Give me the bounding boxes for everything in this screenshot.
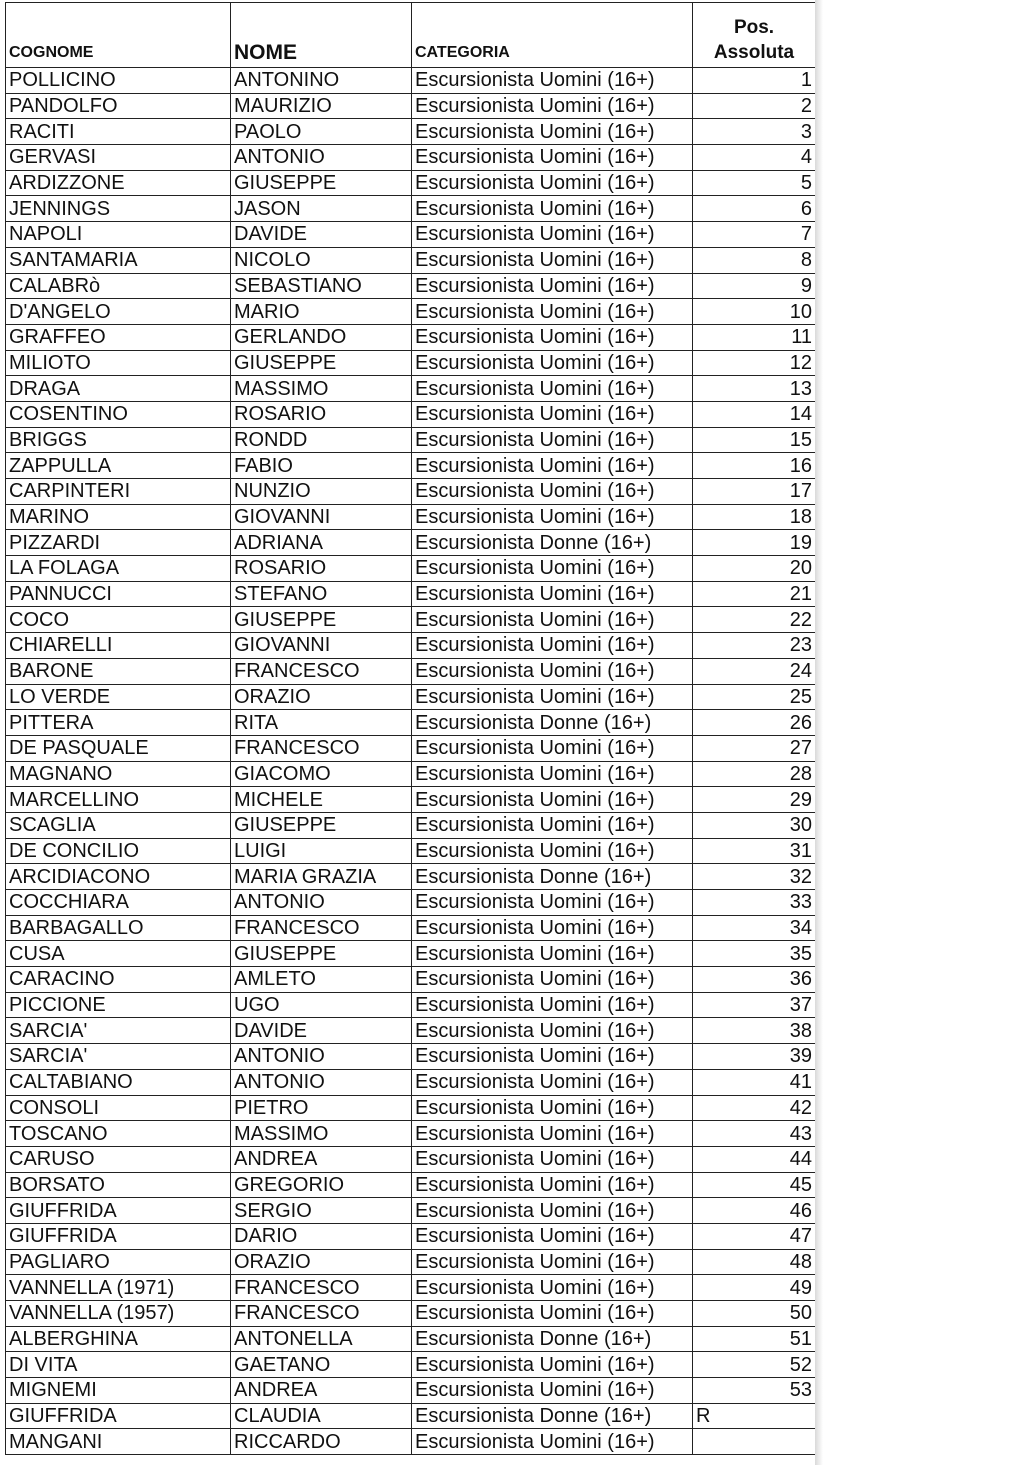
pos-assoluta-cell: 29 [693, 787, 816, 813]
header-categoria: CATEGORIA [412, 3, 693, 68]
categoria-cell: Escursionista Uomini (16+) [412, 93, 693, 119]
table-row [6, 1121, 816, 1147]
pos-assoluta-cell: 18 [693, 504, 816, 530]
pos-assoluta-cell: 34 [693, 915, 816, 941]
pos-assoluta-cell: 46 [693, 1198, 816, 1224]
categoria-cell: Escursionista Uomini (16+) [412, 1352, 693, 1378]
cognome-cell: DE CONCILIO [6, 838, 231, 864]
cognome-cell: SCAGLIA [6, 812, 231, 838]
cognome-cell: VANNELLA (1957) [6, 1301, 231, 1327]
nome-cell: MAURIZIO [231, 93, 412, 119]
table-row [6, 504, 816, 530]
nome-cell: FRANCESCO [231, 658, 412, 684]
pos-assoluta-cell: 15 [693, 427, 816, 453]
table-row [6, 1172, 816, 1198]
pos-assoluta-cell: 37 [693, 992, 816, 1018]
nome-cell: GIUSEPPE [231, 350, 412, 376]
categoria-cell: Escursionista Uomini (16+) [412, 1378, 693, 1404]
categoria-cell: Escursionista Uomini (16+) [412, 838, 693, 864]
categoria-cell: Escursionista Uomini (16+) [412, 787, 693, 813]
pos-assoluta-cell: 6 [693, 196, 816, 222]
categoria-cell: Escursionista Uomini (16+) [412, 941, 693, 967]
table-row [6, 68, 816, 94]
categoria-cell: Escursionista Uomini (16+) [412, 761, 693, 787]
table-row [6, 1198, 816, 1224]
nome-cell: ANTONIO [231, 1069, 412, 1095]
pos-assoluta-cell: 27 [693, 735, 816, 761]
pos-assoluta-cell: 47 [693, 1223, 816, 1249]
table-row [6, 324, 816, 350]
nome-cell: ANTONIO [231, 890, 412, 916]
categoria-cell: Escursionista Uomini (16+) [412, 376, 693, 402]
categoria-cell: Escursionista Uomini (16+) [412, 1198, 693, 1224]
table-row [6, 581, 816, 607]
cognome-cell: BARBAGALLO [6, 915, 231, 941]
pos-assoluta-cell: 23 [693, 633, 816, 659]
cognome-cell: CALABRò [6, 273, 231, 299]
header-pos-line1: Pos. [733, 17, 775, 38]
cognome-cell: TOSCANO [6, 1121, 231, 1147]
nome-cell: FRANCESCO [231, 915, 412, 941]
cognome-cell: ARDIZZONE [6, 170, 231, 196]
table-row [6, 658, 816, 684]
nome-cell: MARIA GRAZIA [231, 864, 412, 890]
nome-cell: NICOLO [231, 247, 412, 273]
cognome-cell: SARCIA' [6, 1018, 231, 1044]
cognome-cell: JENNINGS [6, 196, 231, 222]
pos-assoluta-cell: 50 [693, 1301, 816, 1327]
cognome-cell: PANNUCCI [6, 581, 231, 607]
pos-assoluta-cell: 28 [693, 761, 816, 787]
categoria-cell: Escursionista Donne (16+) [412, 1326, 693, 1352]
table-row [6, 1223, 816, 1249]
table-row [6, 222, 816, 248]
cognome-cell: COCCHIARA [6, 890, 231, 916]
table-row [6, 1069, 816, 1095]
categoria-cell: Escursionista Donne (16+) [412, 1403, 693, 1429]
nome-cell: CLAUDIA [231, 1403, 412, 1429]
cognome-cell: COCO [6, 607, 231, 633]
table-row [6, 607, 816, 633]
nome-cell: MASSIMO [231, 1121, 412, 1147]
pos-assoluta-cell: 1 [693, 68, 816, 94]
cognome-cell: GERVASI [6, 145, 231, 171]
cognome-cell: SARCIA' [6, 1044, 231, 1070]
pos-assoluta-cell: 11 [693, 324, 816, 350]
pos-assoluta-cell: 33 [693, 890, 816, 916]
cognome-cell: GIUFFRIDA [6, 1223, 231, 1249]
categoria-cell: Escursionista Uomini (16+) [412, 1146, 693, 1172]
cognome-cell: ZAPPULLA [6, 453, 231, 479]
nome-cell: MICHELE [231, 787, 412, 813]
pos-assoluta-cell: 21 [693, 581, 816, 607]
nome-cell: PIETRO [231, 1095, 412, 1121]
table-row [6, 556, 816, 582]
table-row [6, 915, 816, 941]
categoria-cell: Escursionista Uomini (16+) [412, 68, 693, 94]
nome-cell: ANTONIO [231, 145, 412, 171]
table-row [6, 1429, 816, 1455]
nome-cell: GIUSEPPE [231, 170, 412, 196]
pos-assoluta-cell: 25 [693, 684, 816, 710]
categoria-cell: Escursionista Uomini (16+) [412, 812, 693, 838]
pos-assoluta-cell: 42 [693, 1095, 816, 1121]
cognome-cell: MARCELLINO [6, 787, 231, 813]
categoria-cell: Escursionista Uomini (16+) [412, 427, 693, 453]
cognome-cell: D'ANGELO [6, 299, 231, 325]
categoria-cell: Escursionista Uomini (16+) [412, 170, 693, 196]
pos-assoluta-cell: 13 [693, 376, 816, 402]
nome-cell: FRANCESCO [231, 1275, 412, 1301]
nome-cell: NUNZIO [231, 479, 412, 505]
table-row [6, 710, 816, 736]
table-row [6, 941, 816, 967]
nome-cell: GERLANDO [231, 324, 412, 350]
categoria-cell: Escursionista Uomini (16+) [412, 1018, 693, 1044]
header-pos-line2: Assoluta [713, 42, 795, 63]
nome-cell: GIOVANNI [231, 504, 412, 530]
categoria-cell: Escursionista Uomini (16+) [412, 350, 693, 376]
nome-cell: ROSARIO [231, 556, 412, 582]
categoria-cell: Escursionista Uomini (16+) [412, 967, 693, 993]
cognome-cell: DRAGA [6, 376, 231, 402]
cognome-cell: MANGANI [6, 1429, 231, 1455]
table-row [6, 684, 816, 710]
pos-assoluta-cell: 44 [693, 1146, 816, 1172]
cognome-cell: VANNELLA (1971) [6, 1275, 231, 1301]
cognome-cell: NAPOLI [6, 222, 231, 248]
scan-edge-shadow [815, 0, 823, 1465]
table-row [6, 1378, 816, 1404]
nome-cell: GIUSEPPE [231, 812, 412, 838]
pos-assoluta-cell: 30 [693, 812, 816, 838]
cognome-cell: SANTAMARIA [6, 247, 231, 273]
categoria-cell: Escursionista Uomini (16+) [412, 401, 693, 427]
nome-cell: JASON [231, 196, 412, 222]
categoria-cell: Escursionista Uomini (16+) [412, 324, 693, 350]
pos-assoluta-cell: 22 [693, 607, 816, 633]
nome-cell: GIUSEPPE [231, 941, 412, 967]
cognome-cell: GIUFFRIDA [6, 1403, 231, 1429]
nome-cell: ANTONINO [231, 68, 412, 94]
table-row [6, 890, 816, 916]
cognome-cell: GIUFFRIDA [6, 1198, 231, 1224]
pos-assoluta-cell: 45 [693, 1172, 816, 1198]
pos-assoluta-cell: 19 [693, 530, 816, 556]
categoria-cell: Escursionista Uomini (16+) [412, 504, 693, 530]
categoria-cell: Escursionista Uomini (16+) [412, 1249, 693, 1275]
cognome-cell: MARINO [6, 504, 231, 530]
cognome-cell: CONSOLI [6, 1095, 231, 1121]
categoria-cell: Escursionista Uomini (16+) [412, 1223, 693, 1249]
categoria-cell: Escursionista Uomini (16+) [412, 1429, 693, 1455]
table-row [6, 1403, 816, 1429]
cognome-cell: POLLICINO [6, 68, 231, 94]
categoria-cell: Escursionista Uomini (16+) [412, 581, 693, 607]
table-row [6, 761, 816, 787]
cognome-cell: MIGNEMI [6, 1378, 231, 1404]
cognome-cell: RACITI [6, 119, 231, 145]
table-row [6, 1352, 816, 1378]
table-row [6, 1275, 816, 1301]
categoria-cell: Escursionista Uomini (16+) [412, 1069, 693, 1095]
nome-cell: SERGIO [231, 1198, 412, 1224]
pos-assoluta-cell: 38 [693, 1018, 816, 1044]
pos-assoluta-cell: 12 [693, 350, 816, 376]
table-row [6, 1095, 816, 1121]
categoria-cell: Escursionista Uomini (16+) [412, 556, 693, 582]
cognome-cell: CHIARELLI [6, 633, 231, 659]
nome-cell: LUIGI [231, 838, 412, 864]
pos-assoluta-cell: 17 [693, 479, 816, 505]
cognome-cell: CARACINO [6, 967, 231, 993]
categoria-cell: Escursionista Uomini (16+) [412, 1044, 693, 1070]
header-pos-assoluta [693, 3, 816, 68]
categoria-cell: Escursionista Uomini (16+) [412, 915, 693, 941]
header-cognome: COGNOME [6, 3, 231, 68]
nome-cell: ANTONELLA [231, 1326, 412, 1352]
categoria-cell: Escursionista Uomini (16+) [412, 890, 693, 916]
nome-cell: ORAZIO [231, 684, 412, 710]
categoria-cell: Escursionista Uomini (16+) [412, 684, 693, 710]
nome-cell: STEFANO [231, 581, 412, 607]
table-row [6, 401, 816, 427]
cognome-cell: MAGNANO [6, 761, 231, 787]
categoria-cell: Escursionista Uomini (16+) [412, 222, 693, 248]
pos-assoluta-cell: 48 [693, 1249, 816, 1275]
nome-cell: RONDD [231, 427, 412, 453]
nome-cell: PAOLO [231, 119, 412, 145]
header-nome: NOME [231, 3, 412, 68]
nome-cell: GIOVANNI [231, 633, 412, 659]
pos-assoluta-cell: 41 [693, 1069, 816, 1095]
nome-cell: GIACOMO [231, 761, 412, 787]
table-row [6, 864, 816, 890]
cognome-cell: CARUSO [6, 1146, 231, 1172]
categoria-cell: Escursionista Uomini (16+) [412, 299, 693, 325]
cognome-cell: PAGLIARO [6, 1249, 231, 1275]
nome-cell: RITA [231, 710, 412, 736]
table-row [6, 170, 816, 196]
nome-cell: AMLETO [231, 967, 412, 993]
categoria-cell: Escursionista Donne (16+) [412, 530, 693, 556]
nome-cell: ADRIANA [231, 530, 412, 556]
pos-assoluta-cell: 4 [693, 145, 816, 171]
table-row [6, 119, 816, 145]
pos-assoluta-cell: 35 [693, 941, 816, 967]
table-row [6, 1018, 816, 1044]
table-row [6, 1301, 816, 1327]
categoria-cell: Escursionista Uomini (16+) [412, 119, 693, 145]
table-row [6, 299, 816, 325]
pos-assoluta-cell: 8 [693, 247, 816, 273]
cognome-cell: COSENTINO [6, 401, 231, 427]
pos-assoluta-cell: 43 [693, 1121, 816, 1147]
pos-assoluta-cell: 31 [693, 838, 816, 864]
table-row [6, 1146, 816, 1172]
table-row [6, 812, 816, 838]
cognome-cell: PIZZARDI [6, 530, 231, 556]
cognome-cell: CALTABIANO [6, 1069, 231, 1095]
cognome-cell: ALBERGHINA [6, 1326, 231, 1352]
nome-cell: ANTONIO [231, 1044, 412, 1070]
nome-cell: DARIO [231, 1223, 412, 1249]
nome-cell: GAETANO [231, 1352, 412, 1378]
nome-cell: UGO [231, 992, 412, 1018]
nome-cell: DAVIDE [231, 222, 412, 248]
cognome-cell: PANDOLFO [6, 93, 231, 119]
pos-assoluta-cell: 32 [693, 864, 816, 890]
categoria-cell: Escursionista Uomini (16+) [412, 992, 693, 1018]
categoria-cell: Escursionista Uomini (16+) [412, 1172, 693, 1198]
table-row [6, 1249, 816, 1275]
table-row [6, 530, 816, 556]
cognome-cell: BORSATO [6, 1172, 231, 1198]
nome-cell: ROSARIO [231, 401, 412, 427]
pos-assoluta-cell: 5 [693, 170, 816, 196]
table-row [6, 1326, 816, 1352]
table-row [6, 376, 816, 402]
cognome-cell: PITTERA [6, 710, 231, 736]
cognome-cell: LO VERDE [6, 684, 231, 710]
pos-assoluta-cell: 39 [693, 1044, 816, 1070]
table-row [6, 479, 816, 505]
categoria-cell: Escursionista Uomini (16+) [412, 247, 693, 273]
categoria-cell: Escursionista Uomini (16+) [412, 145, 693, 171]
nome-cell: RICCARDO [231, 1429, 412, 1455]
table-row [6, 247, 816, 273]
table-row [6, 273, 816, 299]
table-row [6, 838, 816, 864]
categoria-cell: Escursionista Donne (16+) [412, 864, 693, 890]
nome-cell: DAVIDE [231, 1018, 412, 1044]
table-row [6, 735, 816, 761]
pos-assoluta-cell: 20 [693, 556, 816, 582]
categoria-cell: Escursionista Uomini (16+) [412, 1301, 693, 1327]
categoria-cell: Escursionista Donne (16+) [412, 710, 693, 736]
categoria-cell: Escursionista Uomini (16+) [412, 633, 693, 659]
nome-cell: SEBASTIANO [231, 273, 412, 299]
pos-assoluta-cell: 51 [693, 1326, 816, 1352]
table-row [6, 1044, 816, 1070]
categoria-cell: Escursionista Uomini (16+) [412, 658, 693, 684]
nome-cell: FRANCESCO [231, 1301, 412, 1327]
cognome-cell: CUSA [6, 941, 231, 967]
pos-assoluta-cell: 16 [693, 453, 816, 479]
pos-assoluta-cell: 36 [693, 967, 816, 993]
categoria-cell: Escursionista Uomini (16+) [412, 273, 693, 299]
pos-assoluta-cell: 26 [693, 710, 816, 736]
table-row [6, 145, 816, 171]
note-cell: R [693, 1403, 816, 1429]
pos-assoluta-cell: 2 [693, 93, 816, 119]
cognome-cell: DE PASQUALE [6, 735, 231, 761]
cognome-cell: ARCIDIACONO [6, 864, 231, 890]
pos-assoluta-cell: 24 [693, 658, 816, 684]
categoria-cell: Escursionista Uomini (16+) [412, 453, 693, 479]
cognome-cell: BRIGGS [6, 427, 231, 453]
nome-cell: ANDREA [231, 1378, 412, 1404]
table-row [6, 787, 816, 813]
table-row [6, 350, 816, 376]
cognome-cell: PICCIONE [6, 992, 231, 1018]
pos-assoluta-cell: 52 [693, 1352, 816, 1378]
categoria-cell: Escursionista Uomini (16+) [412, 196, 693, 222]
results-body [6, 68, 816, 1455]
results-table [5, 2, 816, 1455]
cognome-cell: MILIOTO [6, 350, 231, 376]
nome-cell: GREGORIO [231, 1172, 412, 1198]
nome-cell: FABIO [231, 453, 412, 479]
table-row [6, 967, 816, 993]
pos-assoluta-cell: 14 [693, 401, 816, 427]
nome-cell: GIUSEPPE [231, 607, 412, 633]
nome-cell: MARIO [231, 299, 412, 325]
pos-assoluta-cell: 3 [693, 119, 816, 145]
table-row [6, 633, 816, 659]
table-row [6, 93, 816, 119]
categoria-cell: Escursionista Uomini (16+) [412, 1275, 693, 1301]
cognome-cell: LA FOLAGA [6, 556, 231, 582]
pos-assoluta-cell: 49 [693, 1275, 816, 1301]
categoria-cell: Escursionista Uomini (16+) [412, 479, 693, 505]
table-row [6, 196, 816, 222]
nome-cell: ORAZIO [231, 1249, 412, 1275]
pos-assoluta-cell: 10 [693, 299, 816, 325]
cognome-cell: CARPINTERI [6, 479, 231, 505]
table-row [6, 427, 816, 453]
nome-cell: ANDREA [231, 1146, 412, 1172]
cognome-cell: BARONE [6, 658, 231, 684]
cognome-cell: DI VITA [6, 1352, 231, 1378]
table-row [6, 453, 816, 479]
categoria-cell: Escursionista Uomini (16+) [412, 1121, 693, 1147]
pos-assoluta-cell: 53 [693, 1378, 816, 1404]
table-row [6, 992, 816, 1018]
cognome-cell: GRAFFEO [6, 324, 231, 350]
pos-assoluta-cell [693, 1429, 816, 1455]
header-row [6, 3, 816, 68]
categoria-cell: Escursionista Uomini (16+) [412, 607, 693, 633]
nome-cell: MASSIMO [231, 376, 412, 402]
pos-assoluta-cell: 9 [693, 273, 816, 299]
categoria-cell: Escursionista Uomini (16+) [412, 1095, 693, 1121]
pos-assoluta-cell: 7 [693, 222, 816, 248]
nome-cell: FRANCESCO [231, 735, 412, 761]
categoria-cell: Escursionista Uomini (16+) [412, 735, 693, 761]
